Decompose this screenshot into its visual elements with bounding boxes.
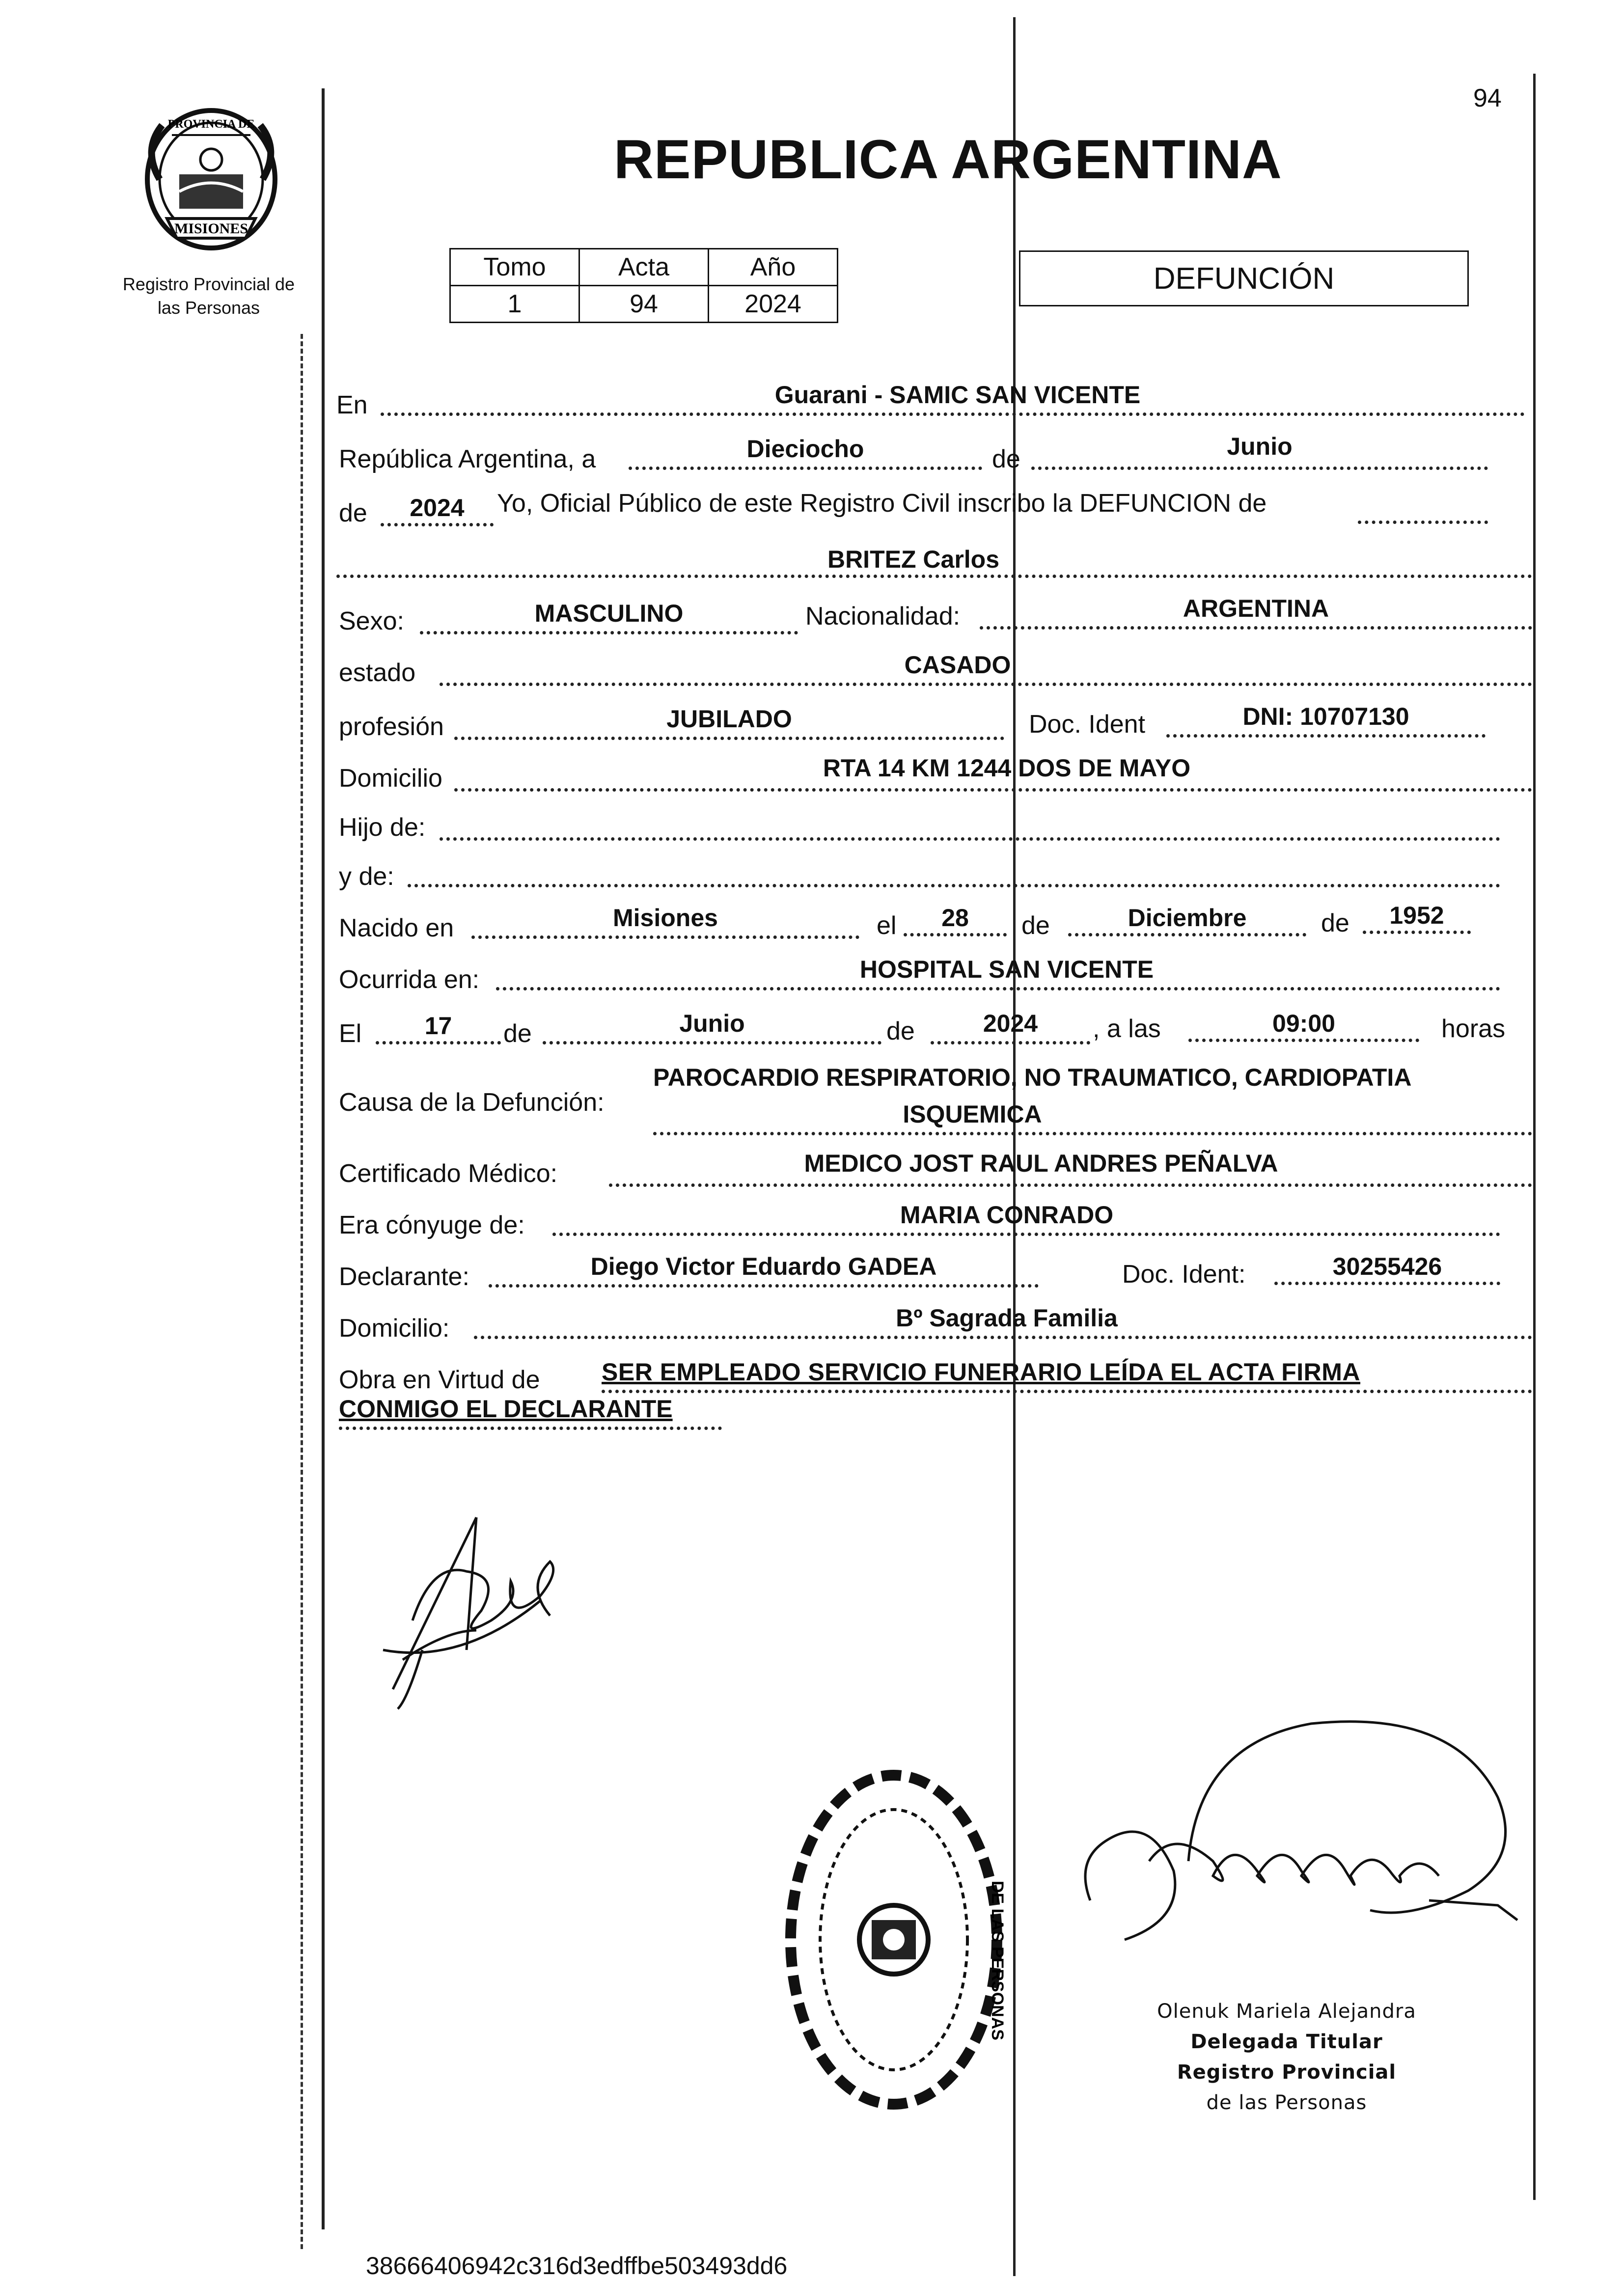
label-de-def-anio: de [886, 1017, 915, 1045]
dotline-dni [1166, 734, 1486, 738]
dotline-nac-mes [1068, 933, 1306, 936]
value-ocurrida-en: HOSPITAL SAN VICENTE [859, 956, 1154, 983]
label-profesion: profesión [339, 713, 444, 741]
registry-label-line1: Registro Provincial de [122, 274, 295, 294]
label-de-anio: de [339, 499, 367, 527]
value-def-mes: Junio [679, 1010, 745, 1037]
dotline-decl-doc [1274, 1282, 1500, 1285]
value-def-hora: 09:00 [1272, 1010, 1335, 1037]
value-obra-l2: CONMIGO EL DECLARANTE [339, 1395, 673, 1423]
declarant-signature [363, 1503, 599, 1738]
dotline-lugar [381, 412, 1525, 416]
dotline-estado [440, 683, 1532, 686]
value-causa-l1: PAROCARDIO RESPIRATORIO, NO TRAUMATICO, CARDIOPATIA [653, 1064, 1412, 1091]
label-a-las: , a las [1093, 1015, 1161, 1043]
dotline-nac-anio [1363, 931, 1471, 934]
dotline-certificado [609, 1183, 1532, 1187]
value-def-anio: 2024 [983, 1010, 1038, 1037]
value-nacionalidad: ARGENTINA [1183, 595, 1329, 622]
dotline-def-dia [376, 1041, 501, 1044]
value-dia-letras: Dieciocho [746, 435, 864, 463]
value-conyuge: MARIA CONRADO [900, 1201, 1114, 1229]
dotline-decl-domicilio [474, 1336, 1532, 1339]
value-decl-doc: 30255426 [1332, 1253, 1442, 1280]
dotline-hijo-de [440, 837, 1500, 841]
dotline-def-mes [543, 1041, 881, 1044]
official-line2: Delegada Titular [1190, 2031, 1383, 2053]
registry-label-line2: las Personas [157, 298, 260, 318]
label-causa: Causa de la Defunción: [339, 1088, 605, 1117]
label-hijo-de: Hijo de: [339, 813, 426, 842]
label-de-def-mes: de [503, 1019, 532, 1048]
dotline-dia [629, 467, 982, 470]
value-dni: DNI: 10707130 [1242, 703, 1409, 730]
label-nacido-en: Nacido en [339, 914, 454, 942]
value-causa-l2: ISQUEMICA [903, 1100, 1042, 1128]
value-obra-l1: SER EMPLEADO SERVICIO FUNERARIO LEÍDA EL ACTA FIRMA [602, 1358, 1361, 1386]
label-el: el [877, 911, 897, 940]
label-horas: horas [1441, 1015, 1506, 1043]
label-certificado: Certificado Médico: [339, 1159, 558, 1188]
record-value-anio: 2024 [709, 286, 838, 323]
label-republica: República Argentina, a [339, 445, 596, 473]
record-header-anio: Año [709, 249, 838, 286]
left-scan-dashes [301, 334, 303, 2249]
dotline-nombre [336, 575, 1532, 578]
label-ocurrida-en: Ocurrida en: [339, 965, 480, 994]
value-nac-mes: Diciembre [1128, 904, 1247, 932]
value-profesion: JUBILADO [666, 705, 792, 733]
official-name-block [1129, 1996, 1444, 2118]
left-margin-rule [322, 88, 325, 2229]
dotline-causa [653, 1132, 1532, 1135]
value-certificado: MEDICO JOST RAUL ANDRES PEÑALVA [804, 1150, 1278, 1177]
record-value-tomo: 1 [450, 286, 579, 323]
label-obra: Obra en Virtud de [339, 1366, 540, 1394]
label-sexo: Sexo: [339, 607, 404, 635]
seal-text-top: PROVINCIA DE [167, 118, 255, 131]
label-nacionalidad: Nacionalidad: [805, 602, 961, 631]
dotline-profesion [454, 737, 1004, 740]
label-domicilio-declarante: Domicilio: [339, 1314, 450, 1343]
record-header-acta: Acta [579, 249, 709, 286]
label-estado: estado [339, 659, 416, 687]
value-domicilio: RTA 14 KM 1244 DOS DE MAYO [823, 754, 1191, 782]
record-table [449, 248, 838, 323]
official-signature [1026, 1714, 1542, 2008]
value-nacido-en: Misiones [613, 904, 718, 932]
label-yo-oficial: Yo, Oficial Público de este Registro Civil inscribo la DEFUNCION de [497, 489, 1267, 518]
dotline-def-hora [1188, 1039, 1419, 1042]
dotline-declarante [489, 1284, 1039, 1288]
dotline-obra-l1 [602, 1390, 1532, 1393]
value-estado: CASADO [904, 651, 1011, 679]
value-sexo: MASCULINO [534, 600, 684, 627]
label-de-nac-anio: de [1321, 909, 1349, 937]
label-doc-ident: Doc. Ident [1029, 710, 1146, 739]
dotline-mes [1031, 467, 1488, 470]
label-y-de: y de: [339, 862, 394, 891]
dotline-nac-dia [904, 933, 1007, 936]
label-domicilio: Domicilio [339, 764, 442, 793]
dotline-nacionalidad [980, 626, 1532, 630]
label-en: En [336, 391, 368, 419]
official-line3: Registro Provincial [1177, 2061, 1397, 2084]
document-hash: 38666406942c316d3edffbe503493dd6 [366, 2252, 788, 2280]
dotline-obra-l2 [339, 1427, 722, 1430]
official-stamp-icon [776, 1753, 1031, 2126]
svg-text:DE LAS PERSONAS: DE LAS PERSONAS [988, 1881, 1007, 2040]
dotline-def-anio [931, 1041, 1090, 1044]
value-nac-anio: 1952 [1389, 902, 1444, 929]
dotline-domicilio [454, 788, 1532, 792]
value-def-dia: 17 [424, 1012, 452, 1040]
label-de-mes: de [992, 445, 1020, 473]
value-mes: Junio [1227, 433, 1293, 460]
value-declarante: Diego Victor Eduardo GADEA [590, 1253, 937, 1280]
provincial-seal-icon [113, 106, 309, 263]
page-number: 94 [1473, 84, 1502, 112]
seal-text-bottom: MISIONES [174, 220, 248, 237]
official-line4: de las Personas [1206, 2091, 1367, 2114]
registry-label [98, 273, 319, 320]
value-anio: 2024 [410, 494, 465, 522]
value-decl-domicilio: Bº Sagrada Familia [896, 1304, 1118, 1332]
dotline-y-de [408, 884, 1500, 887]
value-nombre: BRITEZ Carlos [827, 546, 1000, 573]
official-line1: Olenuk Mariela Alejandra [1157, 2000, 1416, 2023]
dotline-sexo [420, 631, 798, 634]
dotline-ocurrida-en [496, 987, 1500, 990]
label-doc-ident-declarante: Doc. Ident: [1122, 1260, 1246, 1289]
label-El: El [339, 1019, 362, 1048]
label-conyuge: Era cónyuge de: [339, 1211, 525, 1239]
dotline-conyuge [552, 1233, 1500, 1236]
value-lugar: Guarani - SAMIC SAN VICENTE [774, 381, 1141, 409]
value-nac-dia: 28 [941, 904, 969, 932]
record-header-tomo: Tomo [450, 249, 579, 286]
dotline-anio [381, 523, 494, 526]
dotline-inscribo [1358, 521, 1488, 524]
document-title: REPUBLICA ARGENTINA [614, 129, 1282, 190]
record-type-box: DEFUNCIÓN [1019, 250, 1469, 306]
record-value-acta: 94 [579, 286, 709, 323]
label-declarante: Declarante: [339, 1263, 469, 1291]
dotline-nacido-en [471, 935, 859, 939]
label-de-nac-mes: de [1021, 911, 1050, 940]
